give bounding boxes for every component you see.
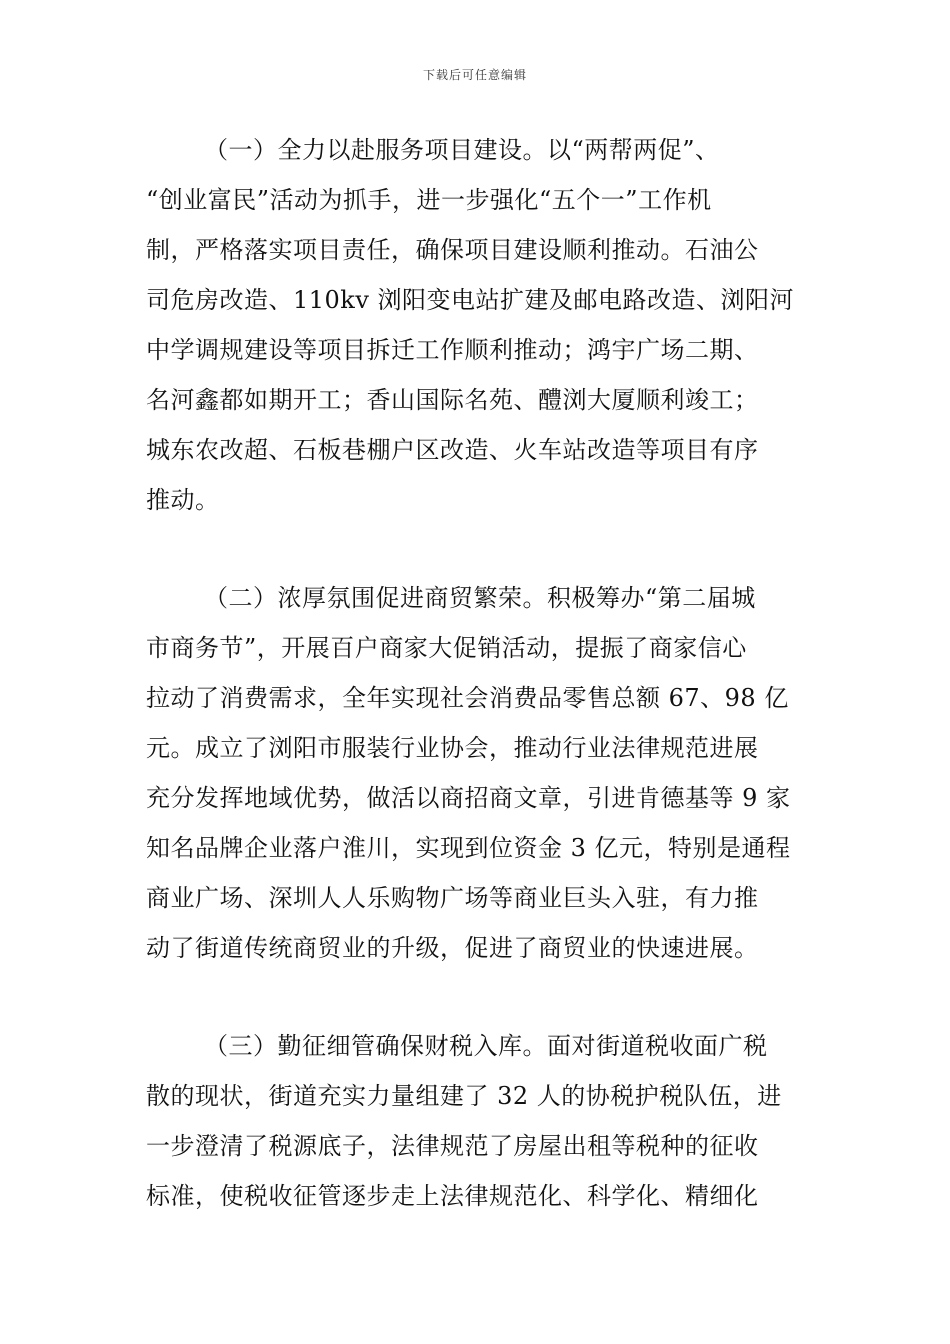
- paragraph-line: 市商务节”，开展百户商家大促销活动，提振了商家信心: [146, 634, 747, 662]
- paragraph-line: 散的现状，街道充实力量组建了 32 人的协税护税队伍，进: [146, 1082, 782, 1110]
- paragraph-spacer: [146, 976, 810, 1024]
- paragraph-line: 知名品牌企业落户淮川，实现到位资金 3 亿元，特别是通程: [146, 834, 791, 862]
- paragraph-spacer: [146, 528, 810, 576]
- paragraph-line: 名河鑫都如期开工；香山国际名苑、醴浏大厦顺利竣工；: [146, 386, 759, 414]
- paragraph-3: [146, 1024, 810, 1224]
- paragraph-line: 一步澄清了税源底子，法律规范了房屋出租等税种的征收: [146, 1132, 759, 1160]
- paragraph-2: [146, 576, 810, 976]
- paragraph-line: 元。成立了浏阳市服装行业协会，推动行业法律规范进展: [146, 734, 759, 762]
- paragraph-line: 推动。: [146, 486, 220, 514]
- paragraph-line: 制，严格落实项目责任，确保项目建设顺利推动。石油公: [146, 236, 759, 264]
- paragraph-line: 司危房改造、110kv 浏阳变电站扩建及邮电路改造、浏阳河: [146, 286, 795, 314]
- paragraph-line: 中学调规建设等项目拆迁工作顺利推动；鸿宇广场二期、: [146, 336, 759, 364]
- paragraph-1: [146, 128, 810, 528]
- paragraph-line: “创业富民”活动为抓手，进一步强化“五个一”工作机: [146, 186, 712, 214]
- paragraph-line: （二）浓厚氛围促进商贸繁荣。积极筹办“第二届城: [204, 584, 756, 612]
- paragraph-line: （一）全力以赴服务项目建设。以“两帮两促”、: [204, 136, 720, 164]
- paragraph-line: （三）勤征细管确保财税入库。面对街道税收面广税: [204, 1032, 768, 1060]
- paragraph-line: 标准，使税收征管逐步走上法律规范化、科学化、精细化: [146, 1182, 759, 1210]
- paragraph-line: 城东农改超、石板巷棚户区改造、火车站改造等项目有序: [146, 436, 759, 464]
- page-header: 下载后可任意编辑: [422, 68, 527, 82]
- document-body: [146, 128, 810, 1224]
- paragraph-line: 动了街道传统商贸业的升级，促进了商贸业的快速进展。: [146, 934, 759, 962]
- paragraph-line: 拉动了消费需求，全年实现社会消费品零售总额 67、98 亿: [146, 684, 789, 712]
- paragraph-line: 充分发挥地域优势，做活以商招商文章，引进肯德基等 9 家: [146, 784, 791, 812]
- paragraph-line: 商业广场、深圳人人乐购物广场等商业巨头入驻，有力推: [146, 884, 759, 912]
